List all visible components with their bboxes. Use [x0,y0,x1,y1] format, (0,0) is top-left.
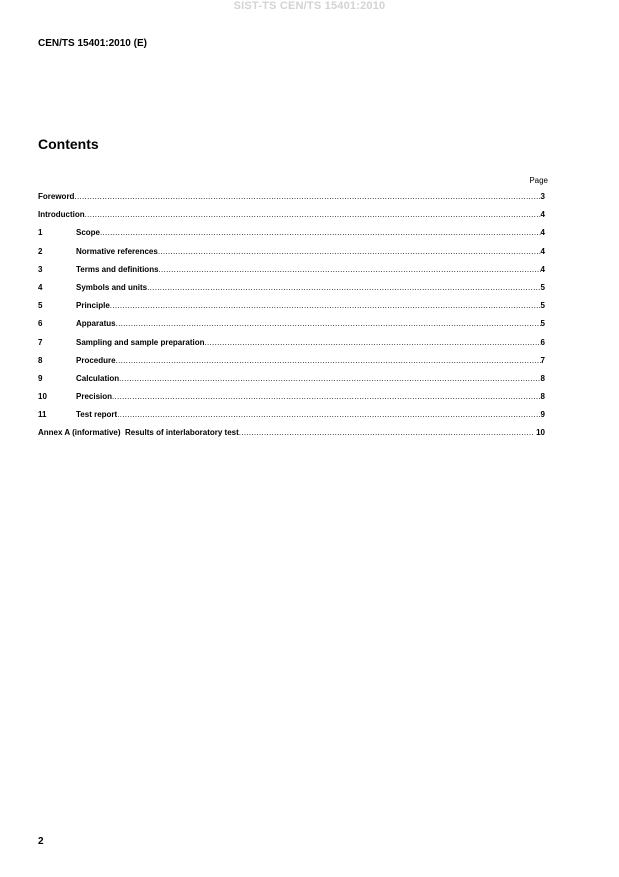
toc-entry-title: Foreword [38,192,75,201]
toc-leader-dots [159,265,541,274]
contents-title: Contents [38,136,99,152]
toc-leader-dots [116,356,541,365]
toc-entry-title: Apparatus [76,319,116,329]
toc-leader-dots [110,301,541,310]
toc-entry-title: Precision [76,392,113,402]
toc-entry-foreword[interactable] [38,192,545,210]
toc-entry-number: 9 [38,373,43,383]
toc-leader-dots [85,210,541,219]
toc-entry-number: 10 [38,392,47,402]
toc-entry-page: 4 [540,210,545,220]
toc-entry-page: 8 [540,373,545,383]
toc-entry-introduction[interactable] [38,210,545,228]
toc-entry-number: 4 [38,282,43,292]
toc-entry-apparatus[interactable] [38,319,545,337]
toc-entry-number: 3 [38,264,43,274]
toc-entry-number: 1 [38,228,43,238]
toc-leader-dots [239,428,534,437]
toc-leader-dots [147,283,540,292]
toc-entry-precision[interactable] [38,392,545,410]
toc-entry-title: Procedure [76,355,116,365]
toc-entry-title: Normative references [76,246,158,256]
toc-entry-title: Scope [76,228,101,238]
page-column-label: Page [529,176,548,185]
toc-leader-dots [112,392,541,401]
toc-entry-page: 7 [540,355,545,365]
toc-entry-title: Introduction [38,210,85,220]
toc-entry-number: 7 [38,337,43,347]
toc-entry-terms-and-definitions[interactable] [38,265,545,283]
toc-entry-title: Sampling and sample preparation [76,337,205,347]
toc-entry-number: 2 [38,246,43,256]
toc-entry-normative-references[interactable] [38,247,545,265]
toc-entry-page: 8 [540,392,545,402]
toc-entry-page: 3 [540,192,545,201]
toc-entry-title: Terms and definitions [76,264,159,274]
toc-entry-annex-a[interactable] [38,428,545,446]
toc-leader-dots [119,374,540,383]
toc-entry-principle[interactable] [38,301,545,319]
watermark: SIST-TS CEN/TS 15401:2010 [233,0,386,12]
toc-leader-dots [117,410,540,419]
document-id-header: CEN/TS 15401:2010 (E) [38,38,147,49]
toc-entry-calculation[interactable] [38,374,545,392]
toc-entry-title: Principle [76,301,110,311]
toc-entry-title: Test report [76,410,118,420]
toc-entry-scope[interactable] [38,228,545,246]
toc-leader-dots [116,319,541,328]
toc-entry-page: 4 [540,264,545,274]
toc-leader-dots [74,192,540,201]
toc-entry-test-report[interactable] [38,410,545,428]
toc-entry-procedure[interactable] [38,356,545,374]
toc-leader-dots [204,338,540,347]
toc-entry-number: 5 [38,301,43,311]
toc-entry-page: 9 [540,410,545,420]
toc-entry-page: 4 [540,246,545,256]
toc-entry-page: 6 [540,337,545,347]
toc-entry-page: 10 [533,428,545,438]
toc-entry-symbols-and-units[interactable] [38,283,545,301]
toc-entry-title: Symbols and units [76,282,148,292]
toc-entry-number: 6 [38,319,43,329]
toc-entry-page: 5 [540,319,545,329]
toc-leader-dots [100,228,541,237]
page-number: 2 [38,836,44,847]
toc-leader-dots [158,247,541,256]
toc-entry-page: 4 [540,228,545,238]
toc-entry-page: 5 [540,301,545,311]
table-of-contents [38,192,545,447]
toc-entry-sampling[interactable] [38,338,545,356]
toc-entry-title: Calculation [76,373,120,383]
toc-entry-number: 8 [38,355,43,365]
toc-entry-page: 5 [540,282,545,292]
toc-entry-number: 11 [38,410,47,420]
toc-entry-title: Annex A (informative) Results of interlaboratory test [38,428,239,438]
